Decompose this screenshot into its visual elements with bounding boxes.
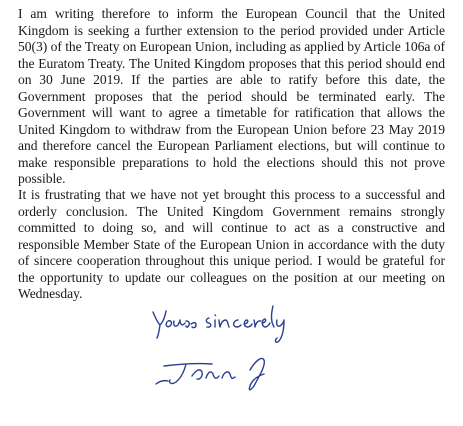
letter-paragraph-extension-request: I am writing therefore to inform the European Council that the United Kingdom is seeking a further extension to the period provided under Article 50(3) of the Treaty on European Union, including as applied by Article 106a of the Euratom Treaty. The United Kingdom proposes that this period should end on 30 June 2019. If the parties are able to ratify before this date, the Government proposes that the period should be terminated early. The Government will want to agree a timetable for ratification that allows the United Kingdom to withdraw from the European Union before 23 May 2019 and therefore cancel the European Parliament elections, but will continue to make responsible preparations to hold the elections should this not prove possible. [18,6,445,186]
closing-handwriting [153,306,284,342]
letter-paragraph-frustration: It is frustrating that we have not yet brought this process to a successful and orderly conclusion. The United Kingdom Government remains strongly committed to doing so, and will continue to act as a constructive and responsible Member State of the European Union in accordance with the duty of sincere cooperation throughout this unique period. I would be grateful for the opportunity to update our colleagues on the position at our meeting on Wednesday. [18,187,445,301]
signature-ink [150,300,300,395]
signature-strokes [156,358,264,389]
handwritten-signature [150,300,300,395]
